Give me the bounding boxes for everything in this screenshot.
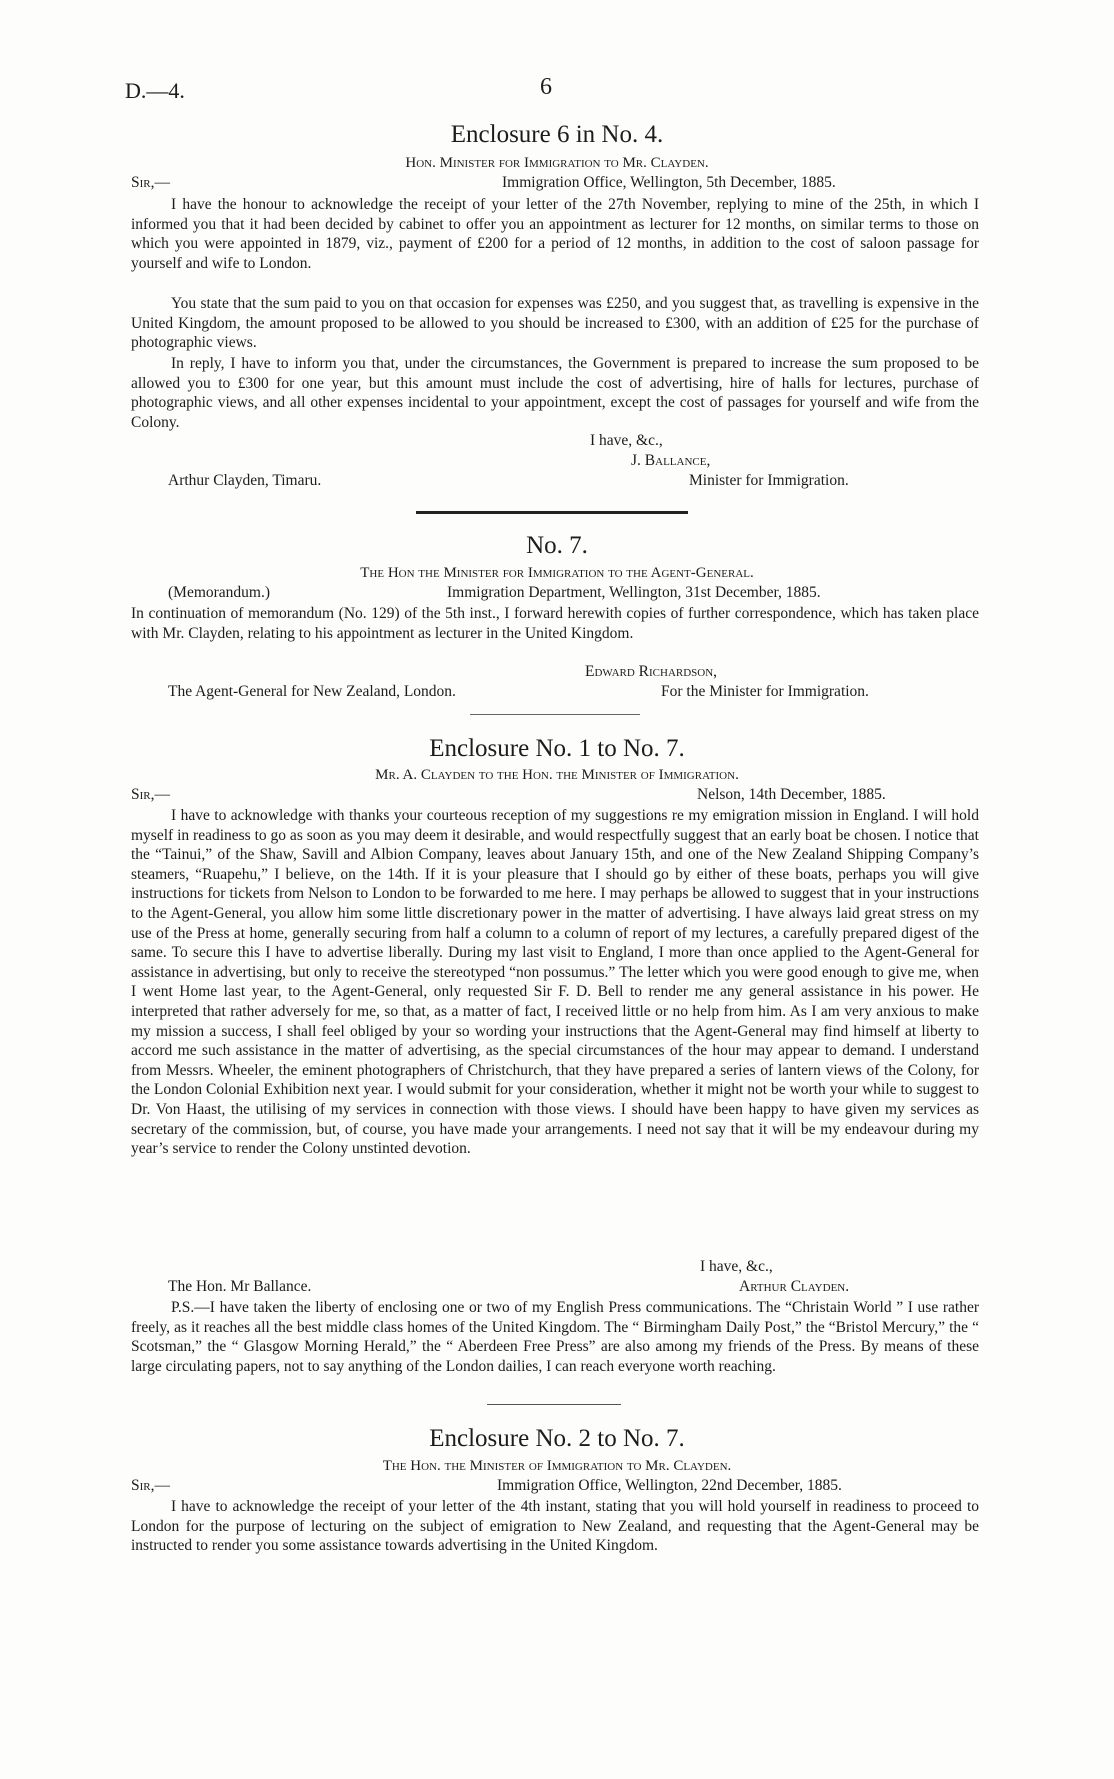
enclosure-1-subtitle: Mr. A. Clayden to the Hon. the Minister of Immigration. bbox=[375, 767, 739, 783]
enclosure-1-salutation: Sir,— bbox=[131, 786, 170, 803]
enclosure-1-title: Enclosure No. 1 to No. 7. bbox=[429, 735, 685, 762]
enclosure-1-signatory: Arthur Clayden. bbox=[739, 1278, 850, 1295]
enclosure-2-paragraph-1: I have to acknowledge the receipt of your letter of the 4th instant, stating that you will hold yourself in readiness to proceed to London for the purpose of lecturing on the subject of emigration to New Zealand, and requesting that the Agent-General may be instructed to render you some assistance towards advertising in the United Kingdom. bbox=[131, 1498, 979, 1555]
enclosure-2-salutation: Sir,— bbox=[131, 1477, 170, 1494]
enclosure-6-title: Enclosure 6 in No. 4. bbox=[450, 121, 664, 148]
section-divider-thin bbox=[487, 1404, 621, 1405]
enclosure-1-paragraph-1: I have to acknowledge with thanks your courteous reception of my suggestions re my emigration mission in England. I will hold myself in readiness to go as soon as you may deem it desirable, and would respectfully suggest that an early boat be chosen. I notice that the “Tainui,” of the Shaw, Savill and Albion Company, leaves about January 15th, and one of the New Zealand Shipping Company’s steamers, “Ruapehu,” I believe, on the 14th. If it is your pleasure that I should go by either of these boats, perhaps you will give instructions for tickets from Nelson to London to be forwarded to me here. I may perhaps be allowed to suggest that in your instructions to the Agent-General, you allow him some little discretionary power in the matter of advertising. I have always laid great stress on my use of the Press at home, generally securing from half a column to a column of report of my lectures, a carefully prepared digest of the same. To secure this I have to advertise liberally. During my last visit to England, I more than once applied to the Agent-General for assistance in advertising, but only to receive the stereotyped “non possumus.” The letter which you were good enough to give me, when I went Home last year, to the Agent-General, only requested Sir F. D. Bell to render me any general assistance in his power. He interpreted that rather adversely for me, so that, as a matter of fact, I received little or no help from him. As I am very anxious to make my mission a success, I shall feel obliged by your so wording your instructions that the Agent-General may find himself at liberty to accord me such assistance in the matter of advertising, as the special circumstances of the hour may appear to demand. I understand from Messrs. Wheeler, the eminent photographers of Christchurch, that they have prepared a series of lantern views of the Colony, for the London Colonial Exhibition next year. I would submit for your consideration, whether it might not be worth your while to suggest to Dr. Von Haast, the utilising of my services in connection with those views. I should have been happy to have given my services as secretary of the commission, but, of course, you have made your arrangements. I need not say that it will be my endeavour during my year’s service to render the Colony unstinted devotion. bbox=[131, 807, 979, 1158]
enclosure-6-subtitle: Hon. Minister for Immigration to Mr. Clayden. bbox=[405, 155, 709, 171]
section-divider bbox=[416, 511, 688, 514]
no-7-dateline: Immigration Department, Wellington, 31st December, 1885. bbox=[447, 584, 821, 601]
enclosure-1-postscript: P.S.—I have taken the liberty of enclosing one or two of my English Press communications. The “Christain World ” I use rather freely, as it reaches all the best middle class homes of the United Kingdom. The “ Birmingham Daily Post,” the “Bristol Mercury,” the “ Scotsman,” the “ Glasgow Morning Herald,” the “ Aberdeen Free Press” are also among my friends of the Press. By means of these large circulating papers, not to say anything of the London dailies, I can reach everyone worth reaching. bbox=[131, 1299, 979, 1375]
enclosure-6-dateline: Immigration Office, Wellington, 5th December, 1885. bbox=[502, 174, 836, 191]
no-7-memorandum-label: (Memorandum.) bbox=[168, 584, 271, 601]
enclosure-6-paragraph-1: I have the honour to acknowledge the receipt of your letter of the 27th November, replying to mine of the 25th, in which I informed you that it had been decided by cabinet to offer you an appointment as lecturer for 12 months, on similar terms to those on which you were appointed in 1879, viz., payment of £200 for a period of 12 months, in addition to the cost of saloon passage for yourself and wife to London. bbox=[131, 196, 979, 272]
no-7-paragraph-1: In continuation of memorandum (No. 129) of the 5th inst., I forward herewith copies of further correspondence, which has taken place with Mr. Clayden, relating to his appointment as lecturer in the United Kingdom. bbox=[131, 605, 979, 642]
enclosure-1-closing: I have, &c., bbox=[700, 1258, 773, 1275]
enclosure-2-subtitle: The Hon. the Minister of Immigration to Mr. Clayden. bbox=[382, 1458, 732, 1474]
enclosure-6-signatory-title: Minister for Immigration. bbox=[689, 472, 849, 489]
no-7-title: No. 7. bbox=[526, 532, 588, 559]
no-7-signatory-title: For the Minister for Immigration. bbox=[661, 683, 869, 700]
no-7-addressee: The Agent-General for New Zealand, London. bbox=[168, 683, 456, 700]
enclosure-6-addressee: Arthur Clayden, Timaru. bbox=[168, 472, 322, 489]
enclosure-6-paragraph-2: You state that the sum paid to you on that occasion for expenses was £250, and you suggest that, as travelling is expensive in the United Kingdom, the amount proposed to be allowed to you should be increased to £300, with an addition of £25 for the purchase of photographic views. bbox=[131, 295, 979, 352]
enclosure-1-addressee: The Hon. Mr Ballance. bbox=[168, 1278, 312, 1295]
enclosure-2-dateline: Immigration Office, Wellington, 22nd December, 1885. bbox=[497, 1477, 842, 1494]
enclosure-6-closing: I have, &c., bbox=[590, 432, 663, 449]
enclosure-6-signatory: J. Ballance, bbox=[631, 452, 711, 469]
no-7-subtitle: The Hon the Minister for Immigration to the Agent-General. bbox=[360, 565, 754, 581]
document-code: D.—4. bbox=[125, 78, 185, 103]
enclosure-6-paragraph-3: In reply, I have to inform you that, under the circumstances, the Government is prepared to increase the sum proposed to be allowed you to £300 for one year, but this amount must include the cost of advertising, hire of halls for lectures, purchase of photographic views, and all other expenses incidental to your appointment, except the cost of passages for yourself and wife from the Colony. bbox=[131, 355, 979, 431]
enclosure-2-title: Enclosure No. 2 to No. 7. bbox=[429, 1425, 685, 1452]
enclosure-6-salutation: Sir,— bbox=[131, 174, 170, 191]
no-7-signatory: Edward Richardson, bbox=[585, 663, 718, 680]
page-number: 6 bbox=[540, 74, 552, 100]
enclosure-1-dateline: Nelson, 14th December, 1885. bbox=[697, 786, 886, 803]
section-divider-thin bbox=[470, 714, 640, 715]
